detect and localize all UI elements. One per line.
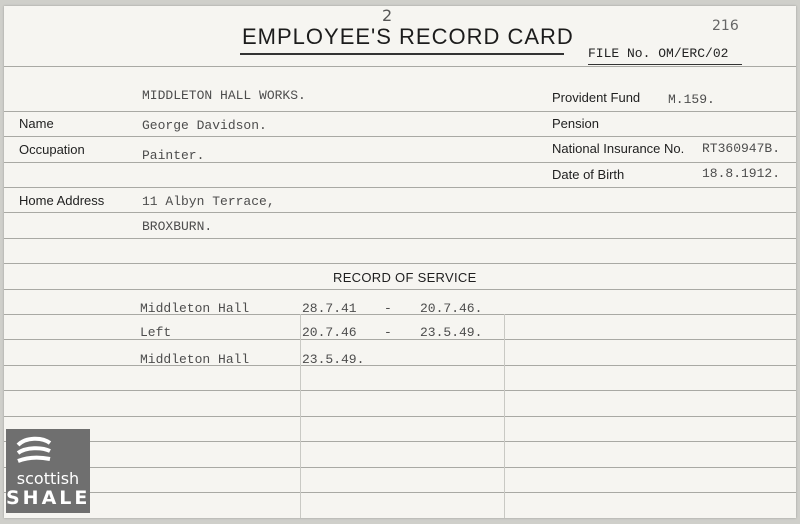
rule (4, 467, 796, 468)
rule (4, 136, 796, 137)
service-place: Middleton Hall (140, 352, 250, 367)
pension-label: Pension (552, 116, 599, 131)
rule (4, 212, 796, 213)
provident-fund-label: Provident Fund (552, 90, 641, 105)
logo-line1: scottish (16, 469, 80, 488)
rule (4, 187, 796, 188)
record-of-service-heading: RECORD OF SERVICE (333, 270, 477, 285)
rule (4, 390, 796, 391)
home-address-line1: 11 Albyn Terrace, (142, 194, 275, 209)
title-underline (240, 53, 564, 55)
shale-layers-icon (14, 435, 54, 467)
works-name: MIDDLETON HALL WORKS. (142, 88, 306, 103)
service-dash: - (384, 325, 392, 340)
date-of-birth-value: 18.8.1912. (702, 166, 781, 181)
rule (4, 111, 796, 112)
rule (4, 263, 796, 264)
rule (4, 289, 796, 290)
rule (4, 365, 796, 366)
service-dash: - (384, 301, 392, 316)
rule (4, 66, 796, 67)
provident-fund-value: M.159. (668, 92, 715, 107)
name-value: George Davidson. (142, 118, 267, 133)
service-from: 20.7.46 (302, 325, 357, 340)
service-to: 23.5.49. (420, 325, 483, 340)
rule (4, 416, 796, 417)
name-label: Name (19, 116, 54, 131)
service-place: Middleton Hall (140, 301, 250, 316)
national-insurance-value: RT360947B. (702, 141, 781, 156)
rule (4, 314, 796, 315)
scottish-shale-logo (6, 429, 90, 513)
rule (4, 238, 796, 239)
rule (4, 492, 796, 493)
column-divider (300, 314, 301, 518)
file-number: FILE No. OM/ERC/02 (588, 46, 729, 61)
logo-line2: SHALE (6, 487, 91, 509)
file-underline (588, 64, 742, 65)
rule (4, 162, 796, 163)
service-from: 28.7.41 (302, 301, 357, 316)
card-title: EMPLOYEE'S RECORD CARD (242, 24, 574, 49)
occupation-label: Occupation (19, 142, 85, 157)
record-card (4, 6, 796, 518)
card-number: 216 (712, 18, 739, 34)
service-from: 23.5.49. (302, 352, 365, 367)
page-mark: 2 (382, 6, 393, 25)
national-insurance-label: National Insurance No. (552, 141, 685, 156)
rule (4, 441, 796, 442)
home-address-line2: BROXBURN. (142, 219, 213, 234)
home-address-label: Home Address (19, 193, 105, 208)
occupation-value: Painter. (142, 148, 205, 163)
service-to: 20.7.46. (420, 301, 483, 316)
date-of-birth-label: Date of Birth (552, 167, 625, 182)
rule (4, 339, 796, 340)
column-divider (504, 314, 505, 518)
service-place: Left (140, 325, 172, 340)
